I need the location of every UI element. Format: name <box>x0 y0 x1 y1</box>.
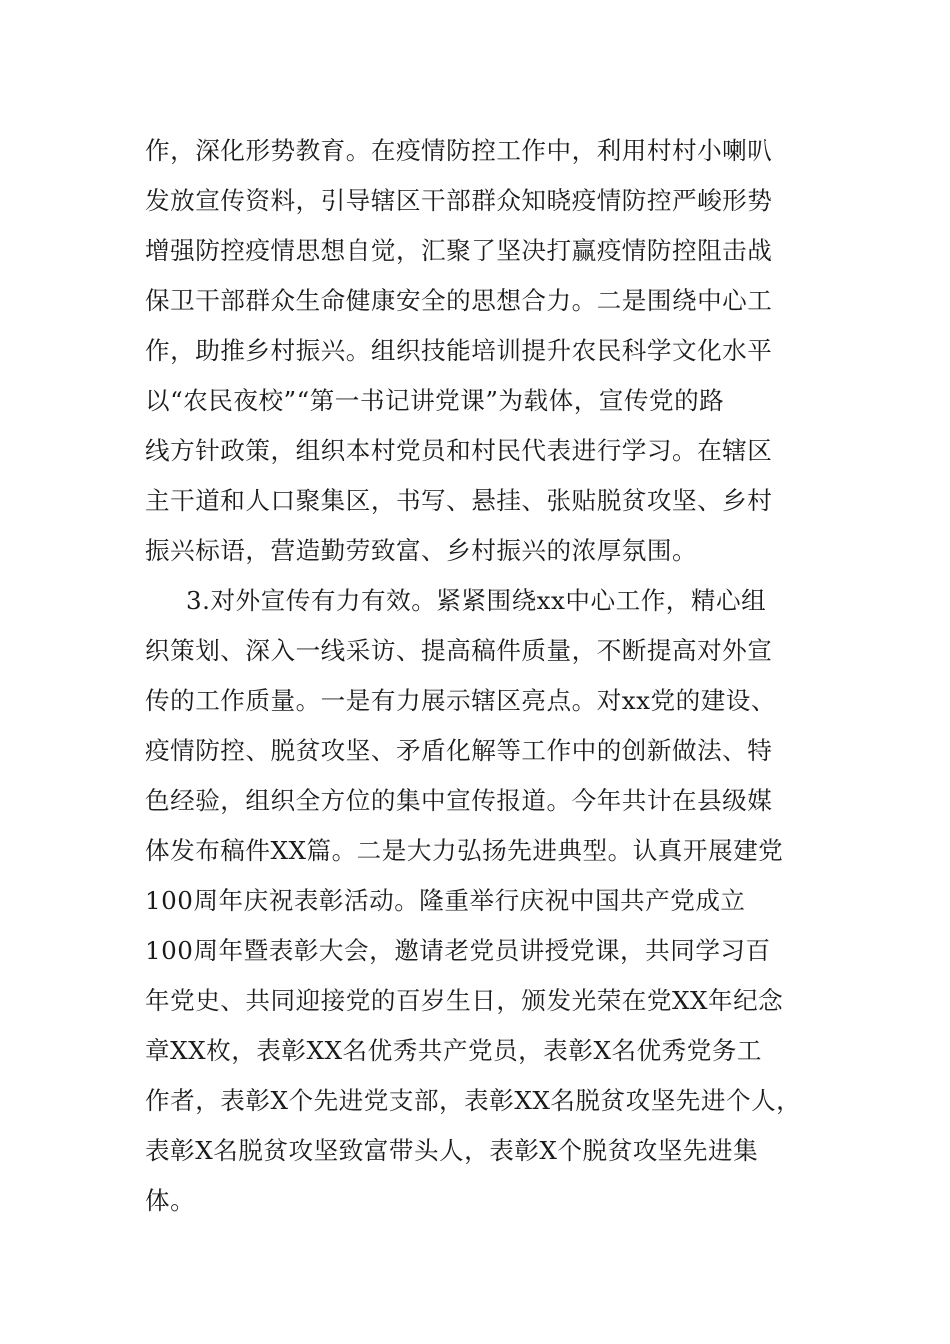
text-line: 增强防控疫情思想自觉，汇聚了坚决打赢疫情防控阻击战 <box>145 236 773 265</box>
text-line: 章XX枚，表彰XX名优秀共产党员，表彰X名优秀党务工 <box>145 1036 763 1065</box>
text-line: 以“农民夜校”“第一书记讲党课”为载体，宣传党的路 <box>145 386 725 415</box>
text-line: 作，深化形势教育。在疫情防控工作中，利用村村小喇叭 <box>145 136 773 165</box>
text-line: 传的工作质量。一是有力展示辖区亮点。对xx党的建设、 <box>145 686 776 715</box>
text-line: 100周年庆祝表彰活动。隆重举行庆祝中国共产党成立 <box>145 886 746 915</box>
text-line: 振兴标语，营造勤劳致富、乡村振兴的浓厚氛围。 <box>145 536 698 565</box>
text-line: 主干道和人口聚集区，书写、悬挂、张贴脱贫攻坚、乡村 <box>145 486 773 515</box>
text-line: 色经验，组织全方位的集中宣传报道。今年共计在县级媒 <box>145 786 773 815</box>
text-line: 作，助推乡村振兴。组织技能培训提升农民科学文化水平 <box>145 336 773 365</box>
text-line: 发放宣传资料，引导辖区干部群众知晓疫情防控严峻形势 <box>145 186 773 215</box>
text-line: 体发布稿件XX篇。二是大力弘扬先进典型。认真开展建党 <box>145 836 784 865</box>
text-line: 疫情防控、脱贫攻坚、矛盾化解等工作中的创新做法、特 <box>145 736 773 765</box>
text-line: 年党史、共同迎接党的百岁生日，颁发光荣在党XX年纪念 <box>145 986 784 1015</box>
text-line: 体。 <box>145 1186 196 1215</box>
text-line: 100周年暨表彰大会，邀请老党员讲授党课，共同学习百 <box>145 936 771 965</box>
text-line: 织策划、深入一线采访、提高稿件质量，不断提高对外宣 <box>145 636 773 665</box>
text-line: 表彰X名脱贫攻坚致富带头人，表彰X个脱贫攻坚先进集 <box>145 1136 759 1165</box>
text-line: 作者，表彰X个先进党支部，表彰XX名脱贫攻坚先进个人， <box>145 1086 802 1115</box>
section-heading-line: 3.对外宣传有力有效。紧紧围绕xx中心工作，精心组 <box>186 586 767 615</box>
text-line: 保卫干部群众生命健康安全的思想合力。二是围绕中心工 <box>145 286 773 315</box>
text-line: 线方针政策，组织本村党员和村民代表进行学习。在辖区 <box>145 436 773 465</box>
